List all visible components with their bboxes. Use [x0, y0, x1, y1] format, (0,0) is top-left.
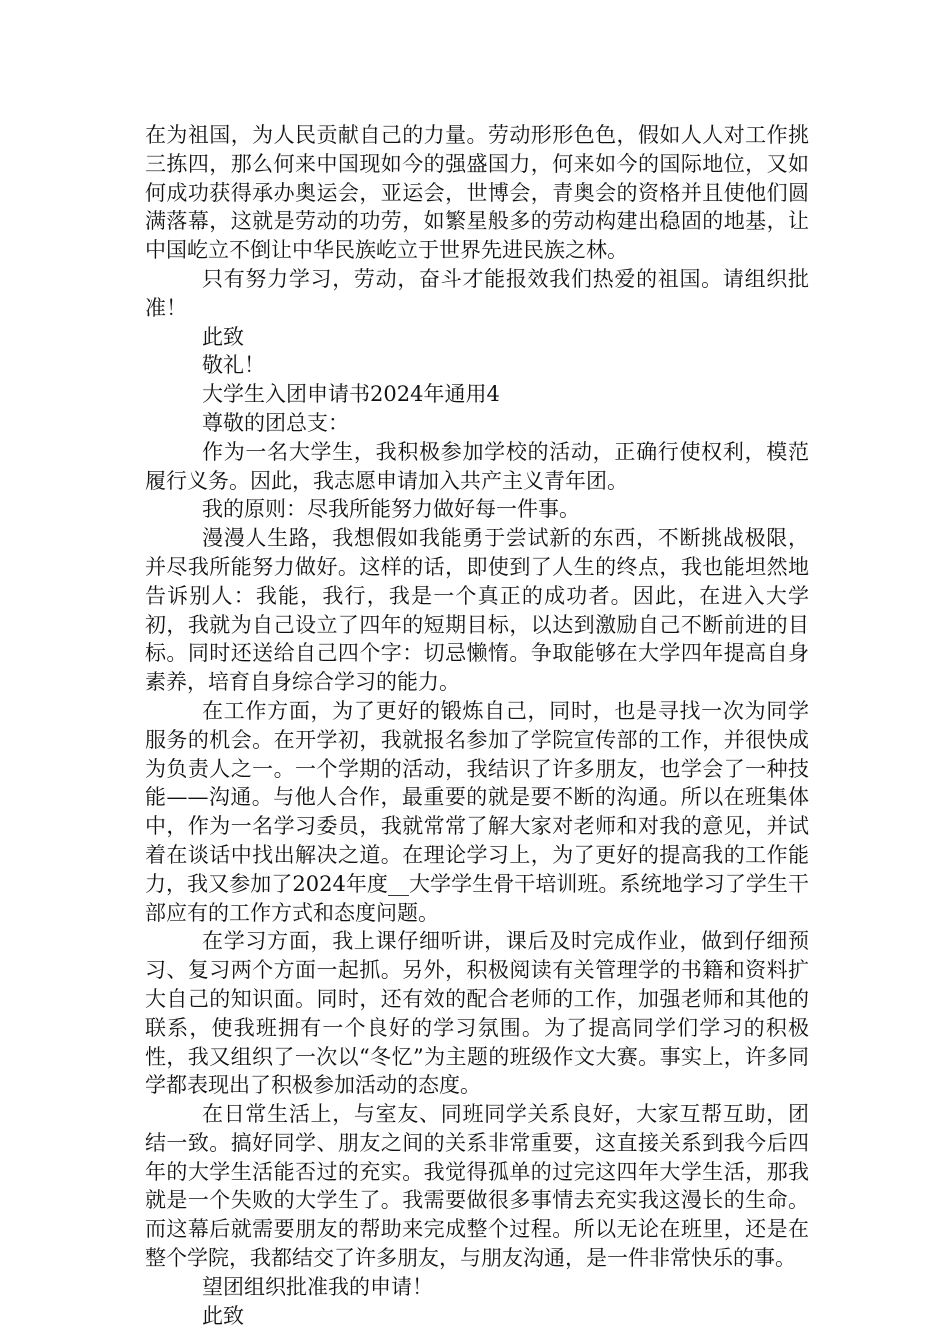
document-body [145, 121, 809, 1330]
section-heading: 大学生入团申请书2024年通用4 [202, 382, 500, 407]
paragraph-final-request: 望团组织批准我的申请！ [202, 1274, 433, 1299]
paragraph-daily-life: 在日常生活上，与室友、同班同学关系良好，大家互帮互助，团结一致。搞好同学、朋友之间的关系非常重要，这直接关系到我今后四年的大学生活能否过的充实。我觉得孤单的过完这四年大学生活，那我就是一个失败的大学生了。我需要做很多事情去充实我这漫长的生命。而这幕后就需要朋友的帮助来完成整个过程。所以无论在班里，还是在整个学院，我都结交了许多朋友，与朋友沟通，是一件非常快乐的事。 [145, 1102, 809, 1271]
paragraph-patriotic-labor: 在为祖国，为人民贡献自己的力量。劳动形形色色，假如人人对工作挑三拣四，那么何来中国现如今的强盛国力，何来如今的国际地位，又如何成功获得承办奥运会，亚运会，世博会，青奥会的资格并且使他们圆满落幕，这就是劳动的功劳，如繁星般多的劳动构建出稳固的地基，让中国屹立不倒让中华民族屹立于世界先进民族之林。 [145, 123, 809, 263]
paragraph-intro: 作为一名大学生，我积极参加学校的活动，正确行使权利，模范履行义务。因此，我志愿申请加入共产主义青年团。 [145, 439, 809, 493]
greeting: 尊敬的团总支： [202, 410, 349, 435]
closing-salutation: 此致 [202, 324, 244, 349]
paragraph-principle: 我的原则：尽我所能努力做好每一件事。 [202, 497, 580, 522]
closing-regards: 敬礼！ [202, 353, 265, 378]
paragraph-study: 在学习方面，我上课仔细听讲，课后及时完成作业，做到仔细预习、复习两个方面一起抓。另外，积极阅读有关管理学的书籍和资料扩大自己的知识面。同时，还有效的配合老师的工作，加强老师和其他的联系，使我班拥有一个良好的学习氛围。为了提高同学们学习的积极性，我又组织了一次以“冬忆”为主题的班级作文大赛。事实上，许多同学都表现出了积极参加活动的态度。 [145, 929, 809, 1098]
closing-salutation-2: 此致 [202, 1303, 244, 1328]
paragraph-work: 在工作方面，为了更好的锻炼自己，同时，也是寻找一次为同学服务的机会。在开学初，我就报名参加了学院宣传部的工作，并很快成为负责人之一。一个学期的活动，我结识了许多朋友，也学会了一种技能——沟通。与他人合作，最重要的就是要不断的沟通。所以在班集体中，作为一名学习委员，我就常常了解大家对老师和对我的意见，并试着在谈话中找出解决之道。在理论学习上，为了更好的提高我的工作能力，我又参加了2024年度__大学学生骨干培训班。系统地学习了学生干部应有的工作方式和态度问题。 [145, 698, 809, 925]
paragraph-life-goals: 漫漫人生路，我想假如我能勇于尝试新的东西，不断挑战极限，并尽我所能努力做好。这样的话，即使到了人生的终点，我也能坦然地告诉别人：我能，我行，我是一个真正的成功者。因此，在进入大学初，我就为自己设立了四年的短期目标，以达到激励自己不断前进的目标。同时还送给自己四个字：切忌懒惰。争取能够在大学四年提高自身素养，培育自身综合学习的能力。 [145, 526, 809, 695]
paragraph-request-approval: 只有努力学习，劳动，奋斗才能报效我们热爱的祖国。请组织批准！ [145, 266, 809, 320]
